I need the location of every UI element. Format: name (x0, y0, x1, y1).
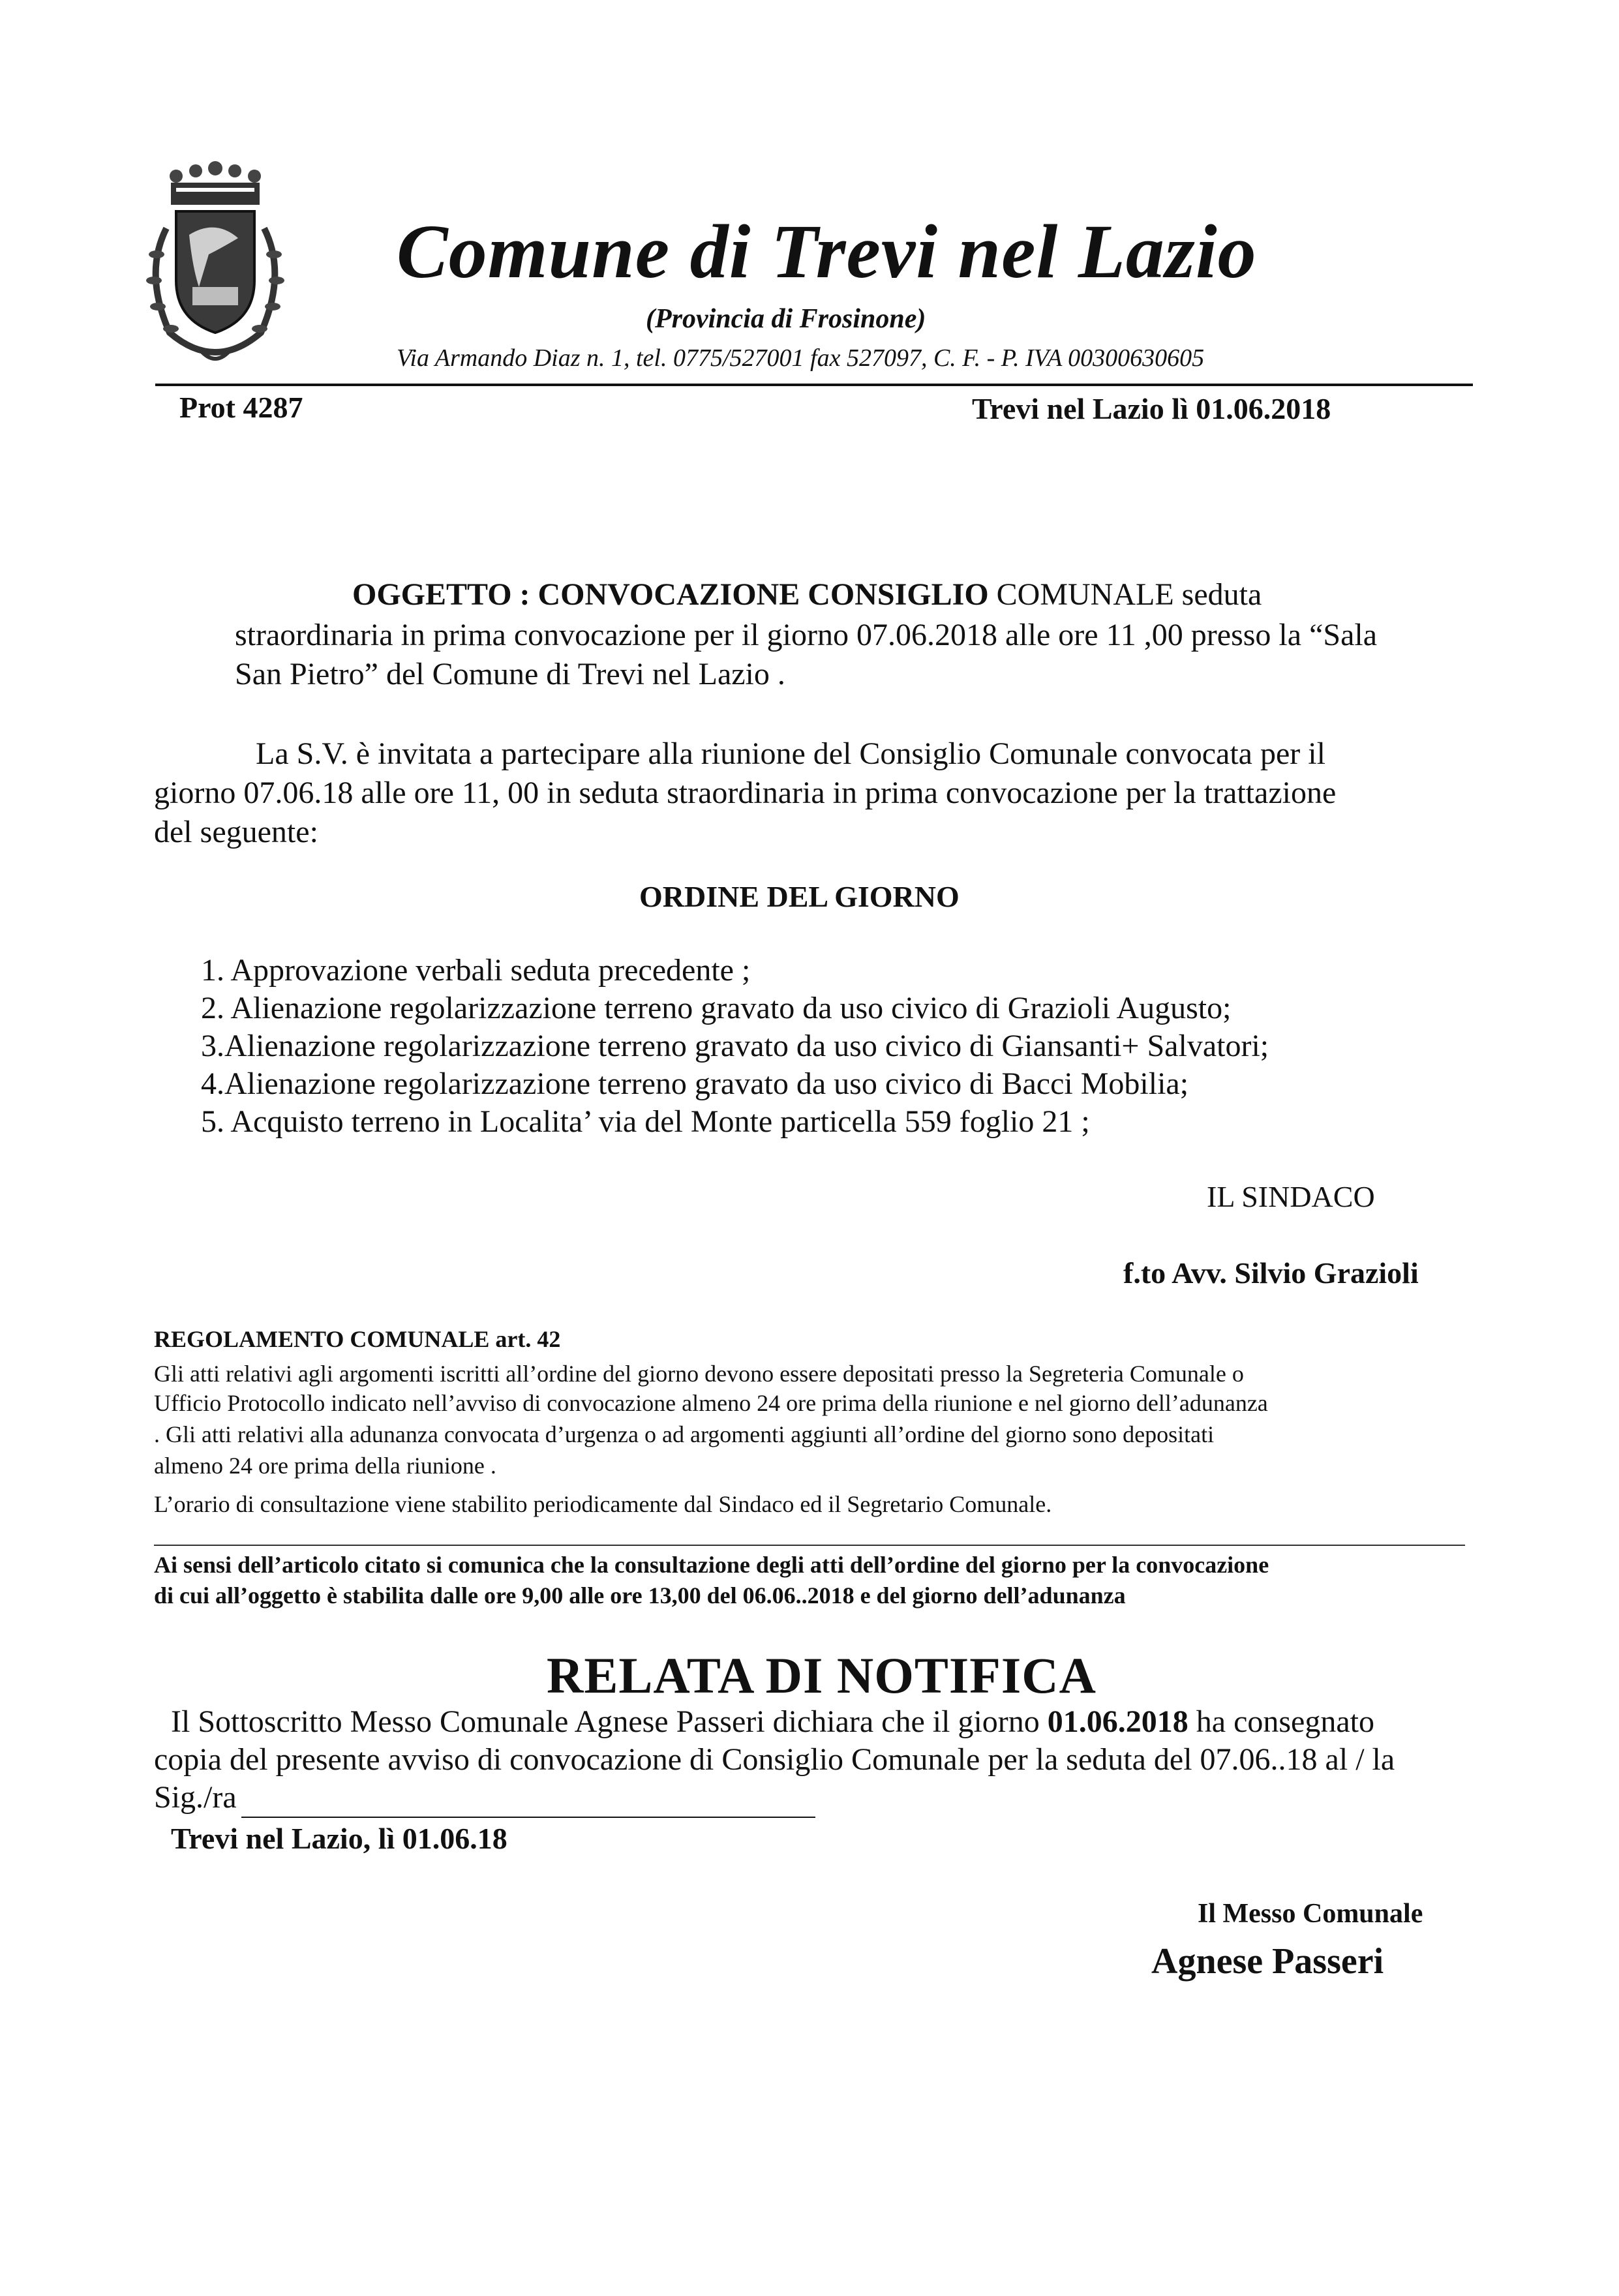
agenda-title: ORDINE DEL GIORNO (639, 880, 960, 913)
invitation-line-1: La S.V. è invitata a partecipare alla riunione del Consiglio Comunale convocata per il (256, 736, 1325, 771)
relata-line-1 (171, 1704, 1374, 1740)
relata-place-date: Trevi nel Lazio, lì 01.06.18 (171, 1822, 507, 1855)
relata-title: RELATA DI NOTIFICA (547, 1647, 1097, 1704)
province-line: (Provincia di Frosinone) (646, 304, 926, 334)
regulation-line: Ufficio Protocollo indicato nell’avviso di convocazione almeno 24 ore prima della riunione e nel giorno dell’adunanza (154, 1390, 1268, 1416)
agenda-item: 5. Acquisto terreno in Localita’ via del Monte particella 559 foglio 21 ; (201, 1104, 1090, 1139)
agenda-item: 4.Alienazione regolarizzazione terreno gravato da uso civico di Bacci Mobilia; (201, 1066, 1189, 1101)
relata-date: 01.06.2018 (1047, 1704, 1188, 1739)
address-line: Via Armando Diaz n. 1, tel. 0775/527001 fax 527097, C. F. - P. IVA 00300630605 (397, 344, 1205, 372)
relata-text: ha consegnato (1188, 1704, 1374, 1739)
header-divider (155, 384, 1473, 386)
consultation-line-1: Ai sensi dell’articolo citato si comunica che la consultazione degli atti dell’ordine del giorno per la convocazione (154, 1552, 1269, 1578)
subject-label: OGGETTO : CONVOCAZIONE CONSIGLIO (352, 577, 989, 612)
subject-line-3: San Pietro” del Comune di Trevi nel Lazio . (235, 657, 785, 691)
invitation-line-3: del seguente: (154, 815, 318, 849)
invitation-line-2: giorno 07.06.18 alle ore 11, 00 in seduta straordinaria in prima convocazione per la trattazione (154, 776, 1337, 810)
subject-line (352, 577, 1262, 612)
agenda-item: 1. Approvazione verbali seduta precedente ; (201, 953, 751, 988)
agenda-item: 3.Alienazione regolarizzazione terreno gravato da uso civico di Giansanti+ Salvatori; (201, 1029, 1269, 1063)
agenda-item: 2. Alienazione regolarizzazione terreno gravato da uso civico di Grazioli Augusto; (201, 991, 1232, 1025)
relata-text: Il Sottoscritto Messo Comunale Agnese Passeri dichiara che il giorno (171, 1704, 1048, 1739)
relata-line-3: Sig./ra (154, 1780, 237, 1815)
mayor-title: IL SINDACO (1207, 1180, 1375, 1213)
relata-line-2: copia del presente avviso di convocazione di Consiglio Comunale per la seduta del 07.06..18 al / la (154, 1742, 1395, 1777)
consultation-line-2: di cui all’oggetto è stabilita dalle ore 9,00 alle ore 13,00 del 06.06..2018 e del giorno dell’adunanza (154, 1582, 1126, 1609)
subject-line-2: straordinaria in prima convocazione per il giorno 07.06.2018 alle ore 11 ,00 presso la “Sala (235, 618, 1378, 652)
messo-name: Agnese Passeri (1151, 1941, 1384, 1982)
document-title: Comune di Trevi nel Lazio (397, 209, 1257, 294)
municipal-crest-icon (130, 157, 300, 372)
messo-title: Il Messo Comunale (1198, 1899, 1423, 1929)
subject-rest: COMUNALE seduta (988, 577, 1262, 612)
place-date: Trevi nel Lazio lì 01.06.2018 (972, 392, 1331, 425)
section-divider (154, 1545, 1465, 1546)
regulation-line: almeno 24 ore prima della riunione . (154, 1453, 496, 1479)
mayor-signature: f.to Avv. Silvio Grazioli (1123, 1256, 1419, 1290)
regulation-title: REGOLAMENTO COMUNALE art. 42 (154, 1326, 561, 1352)
regulation-line: L’orario di consultazione viene stabilito periodicamente dal Sindaco ed il Segretario Comunale. (154, 1491, 1052, 1517)
protocol-number: Prot 4287 (179, 391, 303, 424)
regulation-line: . Gli atti relativi alla adunanza convocata d’urgenza o ad argomenti aggiunti all’ordine del giorno sono depositati (154, 1421, 1215, 1447)
regulation-line: Gli atti relativi agli argomenti iscritti all’ordine del giorno devono essere depositati presso la Segreteria Comunale o (154, 1361, 1244, 1387)
recipient-blank-line (241, 1817, 815, 1818)
